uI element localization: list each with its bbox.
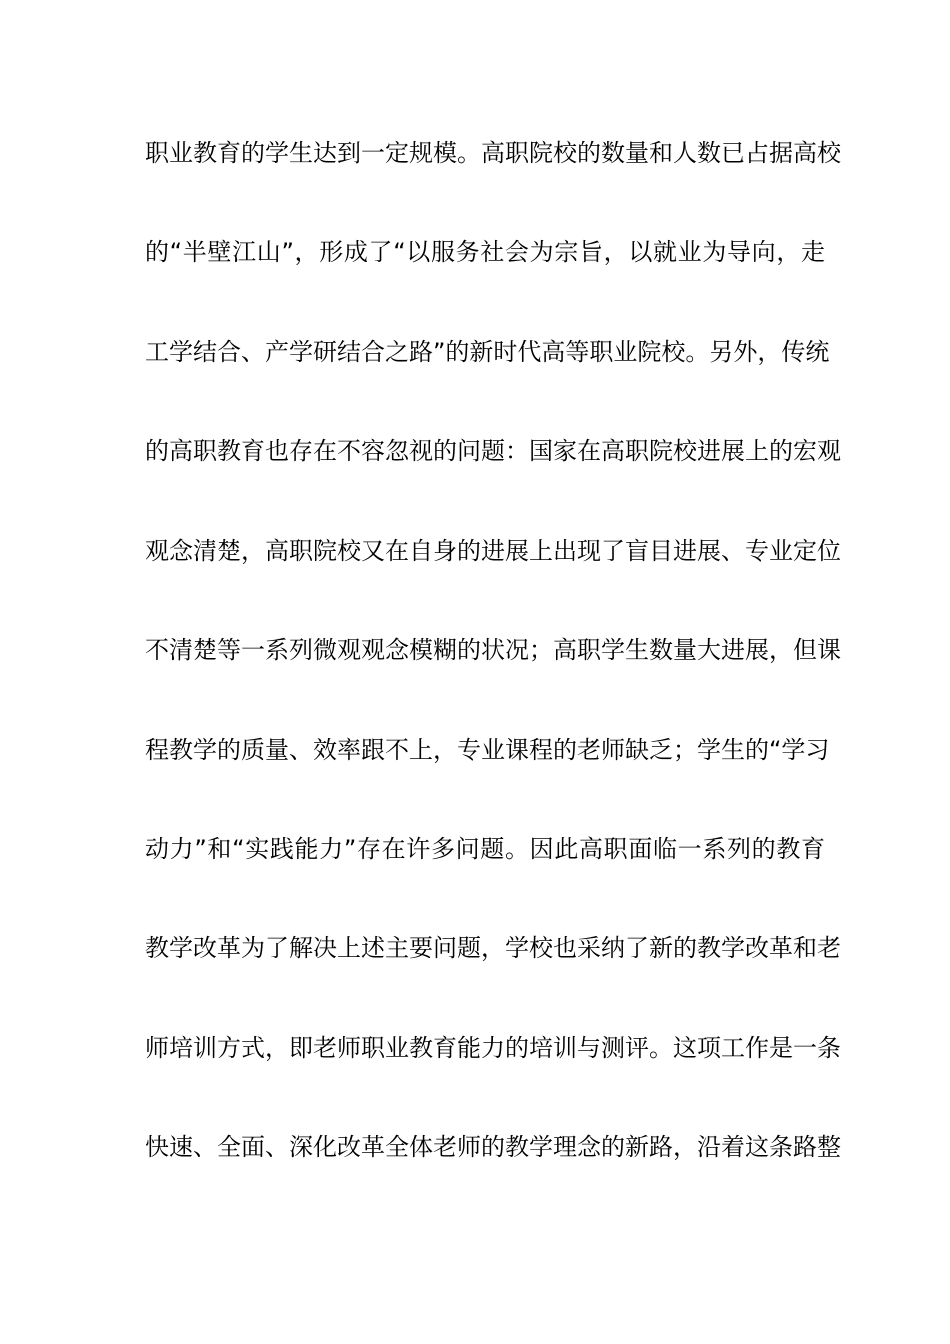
paragraph-line-11: 快速、全面、深化改革全体老师的教学理念的新路，沿着这条路整 (145, 1133, 841, 1161)
paragraph-line-7: 程教学的质量、效率跟不上，专业课程的老师缺乏；学生的“学习 (145, 736, 830, 764)
paragraph-line-3: 工学结合、产学研结合之路”的新时代高等职业院校。另外，传统 (145, 338, 830, 366)
paragraph-line-10: 师培训方式，即老师职业教育能力的培训与测评。这项工作是一条 (145, 1034, 841, 1062)
paragraph-line-1: 职业教育的学生达到一定规模。高职院校的数量和人数已占据高校 (145, 139, 841, 167)
paragraph-line-2: 的“半壁江山”，形成了“以服务社会为宗旨，以就业为导向，走 (145, 238, 825, 266)
paragraph-line-9: 教学改革为了解决上述主要问题，学校也采纳了新的教学改革和老 (145, 934, 841, 962)
paragraph-line-6: 不清楚等一系列微观观念模糊的状况；高职学生数量大进展，但课 (145, 636, 841, 664)
paragraph-line-4: 的高职教育也存在不容忽视的问题：国家在高职院校进展上的宏观 (145, 437, 841, 465)
paragraph-line-8: 动力”和“实践能力”存在许多问题。因此高职面临一系列的教育 (145, 835, 825, 863)
paragraph-line-5: 观念清楚，高职院校又在自身的进展上出现了盲目进展、专业定位 (145, 537, 841, 565)
